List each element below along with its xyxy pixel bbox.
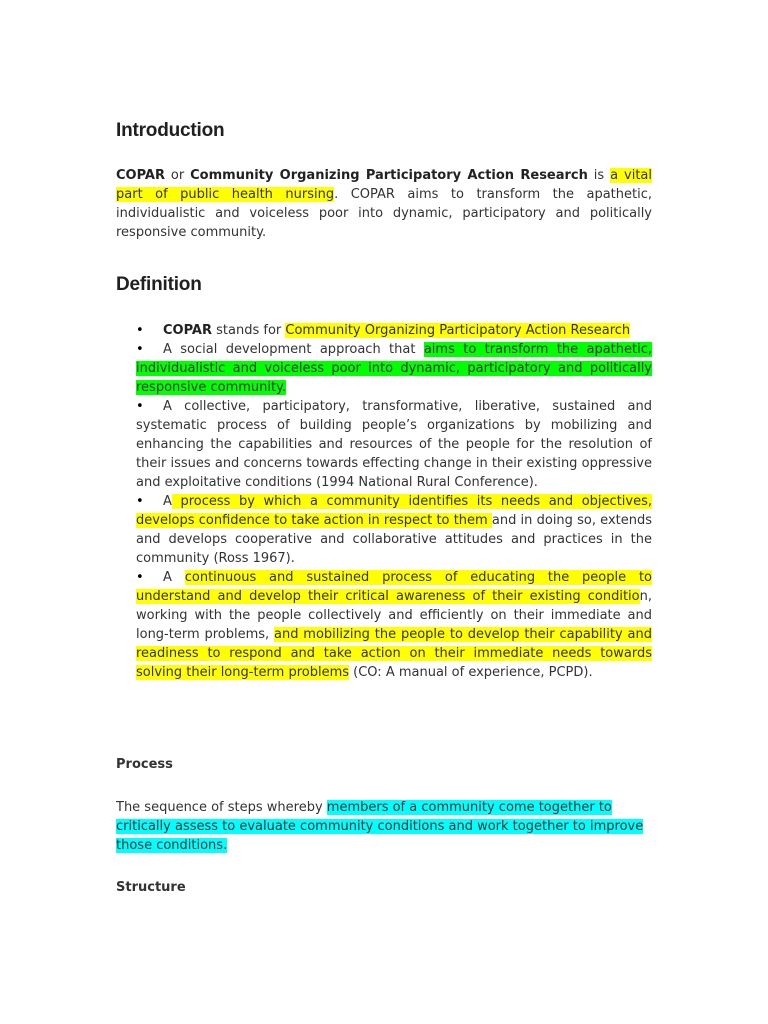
highlight-yellow: continuous and sustained process of educating the people to understand and develop their critical awareness of their existing conditio: [136, 570, 653, 604]
highlight-yellow: and mobilizing the people to develop their capability and readiness to respond and take action on their immediate needs towards solving their long-term problems: [136, 627, 652, 680]
list-item: • A collective, participatory, transformative, liberative, sustained and systematic process of building people’s organizations by mobilizing and enhancing the capabilities and resources of the people for the resolution of their issues and concerns towards effecting change in their existing oppressive and exploitative conditions (1994 National Rural Conference).: [136, 399, 652, 490]
term-copar: COPAR: [116, 168, 165, 183]
bullet-icon: •: [136, 494, 144, 509]
highlight-yellow: Community Organizing Participatory Action Research: [285, 323, 631, 338]
heading-definition: Definition: [116, 274, 202, 295]
heading-structure: Structure: [116, 880, 186, 895]
heading-introduction: Introduction: [116, 120, 225, 141]
bullet-icon: •: [136, 342, 144, 357]
definition-list: [136, 321, 652, 682]
heading-process: Process: [116, 757, 173, 772]
list-item: • A continuous and sustained process of educating the people to understand and develop their critical awareness of their existing condition, working with the people collectively and efficiently on their immediate and long-term problems, and mobilizing the people to develop their capability and readiness to respond and take action on their immediate needs towards solving their long-term problems (CO: A manual of experience, PCPD).: [136, 570, 653, 680]
list-item: • COPAR stands for Community Organizing Participatory Action Research: [136, 323, 631, 338]
highlight-yellow: a vital part of public health nursing: [116, 168, 652, 202]
highlight-yellow: process by which a community identifies its needs and objectives, develops confidence to take action in respect to them: [136, 494, 652, 528]
list-item: • A social development approach that aims to transform the apathetic, individualistic and voiceless poor into dynamic, participatory and politically responsive community.: [136, 342, 652, 395]
term-full-name: Community Organizing Participatory Action Research: [190, 168, 588, 183]
bullet-icon: •: [136, 399, 144, 414]
bullet-icon: •: [136, 323, 144, 338]
intro-paragraph: COPAR or Community Organizing Participatory Action Research is a vital part of public health nursing. COPAR aims to transform the apathetic, individualistic and voiceless poor into dynamic, participatory and politically responsive community.: [116, 168, 653, 240]
list-item: • A process by which a community identifies its needs and objectives, develops confidence to take action in respect to them and in doing so, extends and develops cooperative and collaborative attitudes and practices in the community (Ross 1967).: [136, 494, 652, 566]
highlight-green: aims to transform the apathetic, individualistic and voiceless poor into dynamic, participatory and politically responsive community.: [136, 342, 652, 395]
process-paragraph: The sequence of steps whereby members of a community come together to critically assess to evaluate community conditions and work together to improve those conditions.: [116, 800, 644, 853]
highlight-cyan: members of a community come together to critically assess to evaluate community conditions and work together to improve those conditions.: [116, 800, 644, 853]
bullet-icon: •: [136, 570, 144, 585]
